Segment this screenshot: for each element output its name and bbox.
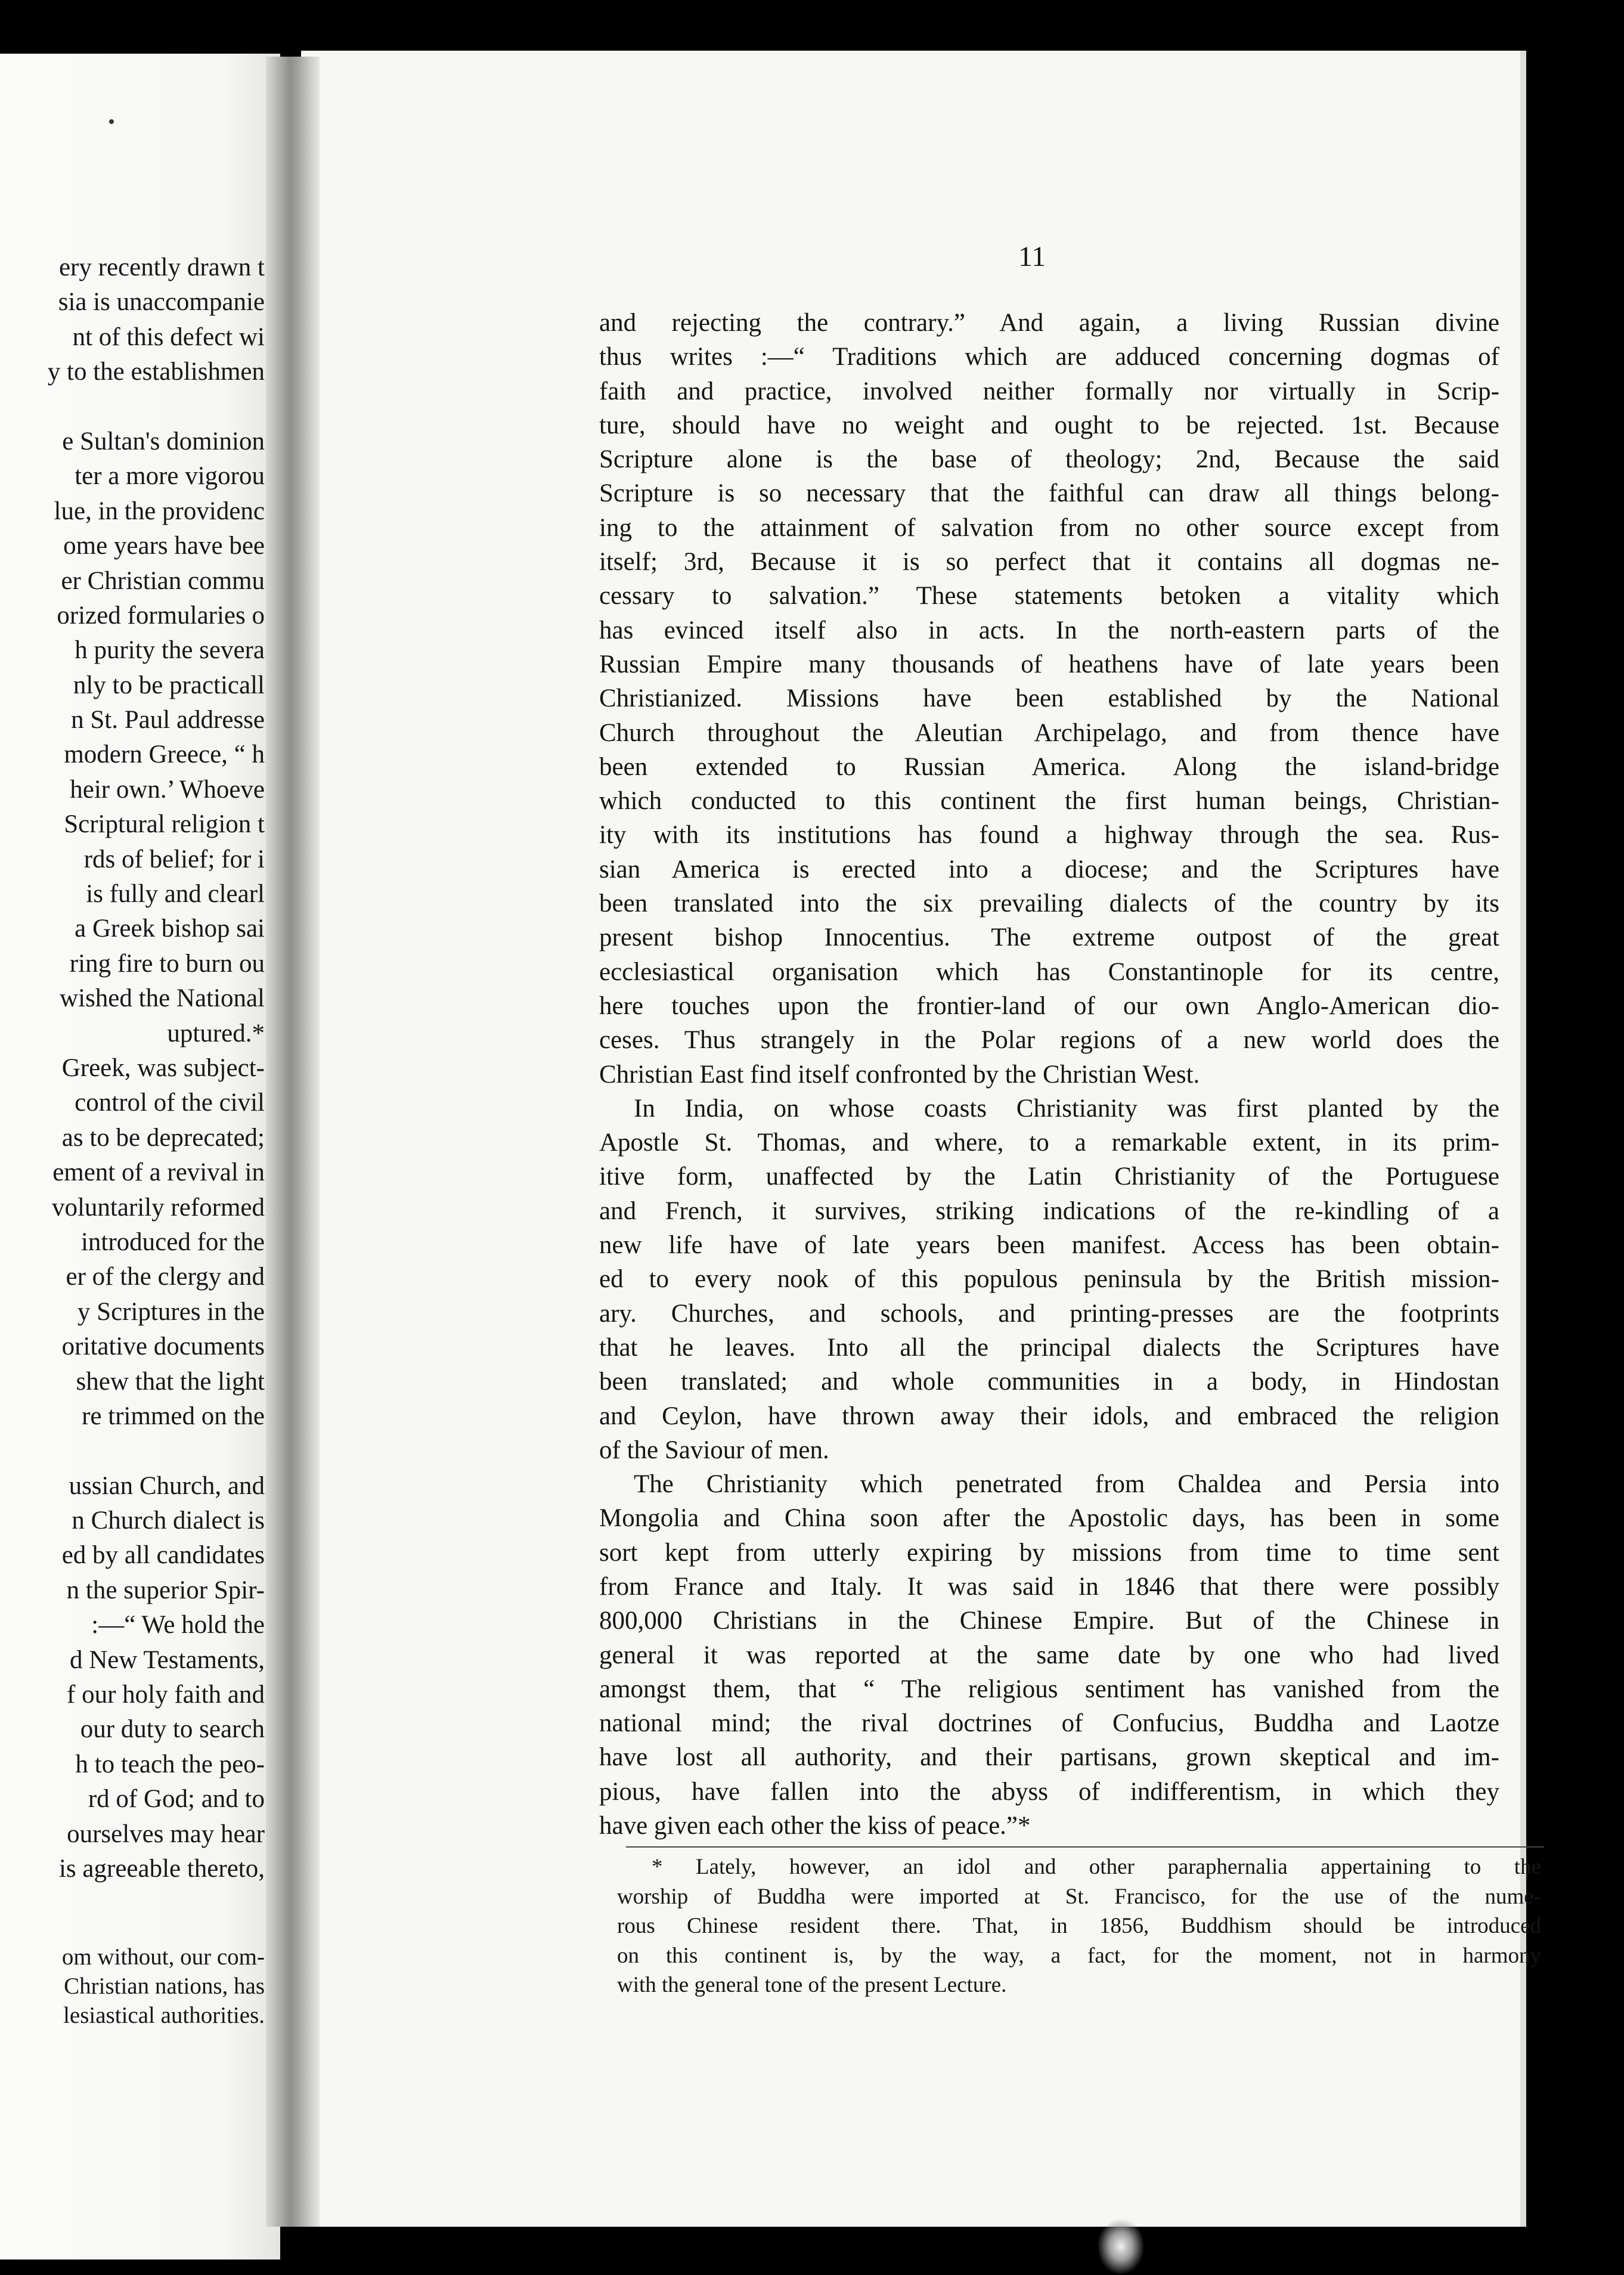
text-line: and rejecting the contrary.” And again, a living Russian divine bbox=[599, 309, 1499, 337]
text-line: here touches upon the frontier-land of our own Anglo-American dio- bbox=[599, 991, 1499, 1020]
previous-page-text bbox=[0, 250, 265, 1886]
text-line: Christian East find itself confronted by the Christian West. bbox=[599, 1060, 1200, 1089]
text-line: is agreeable thereto, bbox=[58, 1854, 265, 1883]
text-line: Mongolia and China soon after the Apostolic days, has been in some bbox=[599, 1504, 1499, 1533]
text-line: n St. Paul addresse bbox=[71, 706, 265, 734]
text-line: of the Saviour of men. bbox=[599, 1436, 829, 1464]
text-line bbox=[0, 1434, 265, 1468]
footnote-line: rous Chinese resident there. That, in 1856, Buddhism should be introduced bbox=[617, 1914, 1541, 1938]
text-line: itive form, unaffected by the Latin Christianity of the Portuguese bbox=[599, 1163, 1499, 1191]
text-line: general it was reported at the same date by one who had lived bbox=[599, 1641, 1499, 1669]
footnote-line: on this continent is, by the way, a fact, for the moment, not in harmony bbox=[617, 1943, 1541, 1968]
text-line: n the superior Spir- bbox=[66, 1576, 265, 1604]
text-line: Scripture is so necessary that the faithful can draw all things belong- bbox=[599, 479, 1499, 508]
footnote-line: lesiastical authorities. bbox=[63, 2003, 265, 2028]
text-line: which conducted to this continent the first human beings, Christian- bbox=[599, 787, 1499, 816]
text-line: thus writes :—“ Traditions which are adduced concerning dogmas of bbox=[599, 343, 1499, 371]
text-line: ed to every nook of this populous peninsula by the British mission- bbox=[599, 1265, 1499, 1294]
ink-speck bbox=[109, 119, 114, 124]
body-text bbox=[599, 306, 1499, 1843]
text-line: has evinced itself also in acts. In the north-eastern parts of the bbox=[599, 616, 1499, 644]
previous-page-footnote bbox=[0, 1942, 265, 2030]
text-line: Church throughout the Aleutian Archipelago, and from thence have bbox=[599, 718, 1499, 747]
text-line: y to the establishmen bbox=[47, 358, 265, 386]
text-line: ary. Churches, and schools, and printing-presses are the footprints bbox=[599, 1299, 1499, 1328]
text-line: a Greek bishop sai bbox=[75, 915, 265, 943]
text-line: pious, have fallen into the abyss of indifferentism, in which they bbox=[599, 1777, 1499, 1806]
text-line: e Sultan's dominion bbox=[62, 427, 265, 455]
text-line: y Scriptures in the bbox=[77, 1297, 265, 1326]
text-line bbox=[0, 390, 265, 424]
text-line: wished the National bbox=[60, 984, 265, 1013]
text-line: rd of God; and to bbox=[88, 1785, 265, 1814]
text-line: our duty to search bbox=[80, 1715, 265, 1744]
footnote-line: Christian nations, has bbox=[64, 1973, 265, 1999]
text-line: ussian Church, and bbox=[69, 1471, 265, 1500]
text-line: 800,000 Christians in the Chinese Empire. But of the Chinese in bbox=[599, 1607, 1499, 1635]
text-line: f our holy faith and bbox=[67, 1681, 265, 1709]
text-line: ing to the attainment of salvation from no other source except from bbox=[599, 513, 1499, 542]
text-line: sia is unaccompanie bbox=[58, 288, 265, 317]
text-line: cessary to salvation.” These statements betoken a vitality which bbox=[599, 582, 1499, 610]
text-line: n Church dialect is bbox=[72, 1507, 265, 1535]
text-line: ourselves may hear bbox=[67, 1820, 265, 1848]
footnote bbox=[617, 1852, 1541, 2000]
text-line: heir own.’ Whoeve bbox=[70, 775, 265, 804]
text-line: sian America is erected into a diocese; and the Scriptures have bbox=[599, 855, 1499, 884]
text-line: and French, it survives, striking indications of the re-kindling of a bbox=[599, 1197, 1499, 1225]
text-line: is fully and clearl bbox=[86, 880, 265, 909]
footnote-line: * Lately, however, an idol and other paraphernalia appertaining to the bbox=[652, 1855, 1541, 1879]
text-line: In India, on whose coasts Christianity was first planted by the bbox=[634, 1094, 1499, 1123]
text-line: :—“ We hold the bbox=[91, 1611, 265, 1639]
text-line: er Christian commu bbox=[61, 566, 265, 595]
text-line: Scriptural religion t bbox=[64, 810, 265, 839]
page-number: 11 bbox=[1018, 241, 1046, 272]
footnote-line: worship of Buddha were imported at St. Francisco, for the use of the nume- bbox=[617, 1884, 1541, 1909]
text-line: ery recently drawn t bbox=[58, 253, 265, 281]
text-line: have lost all authority, and their partisans, grown skeptical and im- bbox=[599, 1743, 1499, 1772]
text-line: h purity the severa bbox=[75, 636, 265, 665]
text-line: been translated; and whole communities in a body, in Hindostan bbox=[599, 1368, 1499, 1396]
text-line: re trimmed on the bbox=[82, 1402, 265, 1430]
text-line: er of the clergy and bbox=[66, 1263, 265, 1291]
scan-glare bbox=[1097, 2218, 1145, 2275]
text-line: ring fire to burn ou bbox=[69, 949, 265, 978]
book-gutter bbox=[266, 57, 320, 2227]
footnote-divider bbox=[626, 1846, 1544, 1848]
text-line: ement of a revival in bbox=[52, 1158, 265, 1187]
text-line: present bishop Innocentius. The extreme outpost of the great bbox=[599, 923, 1499, 952]
text-line: nly to be practicall bbox=[73, 671, 265, 699]
text-line: ecclesiastical organisation which has Constantinople for its centre, bbox=[599, 957, 1499, 986]
text-line: The Christianity which penetrated from Chaldea and Persia into bbox=[634, 1470, 1499, 1499]
text-line: shew that the light bbox=[76, 1367, 265, 1396]
text-line: ome years have bee bbox=[63, 532, 265, 560]
text-line: ed by all candidates bbox=[61, 1541, 265, 1570]
text-line: ceses. Thus strangely in the Polar regions of a new world does the bbox=[599, 1026, 1499, 1055]
text-line: and Ceylon, have thrown away their idols, and embraced the religion bbox=[599, 1402, 1499, 1430]
footnote-line: om without, our com- bbox=[61, 1944, 265, 1970]
text-line: d New Testaments, bbox=[70, 1645, 265, 1674]
text-line: modern Greece, “ h bbox=[64, 740, 265, 769]
text-line: Greek, was subject- bbox=[61, 1053, 265, 1082]
text-line: ter a more vigorou bbox=[75, 462, 265, 491]
text-line: from France and Italy. It was said in 1846 that there were possibly bbox=[599, 1572, 1499, 1601]
text-line: faith and practice, involved neither formally nor virtually in Scrip- bbox=[599, 377, 1499, 405]
text-line: Christianized. Missions have been established by the National bbox=[599, 684, 1499, 713]
current-page bbox=[301, 51, 1541, 2227]
text-line: national mind; the rival doctrines of Confucius, Buddha and Laotze bbox=[599, 1709, 1499, 1738]
text-line: rds of belief; for i bbox=[83, 845, 265, 873]
text-line: have given each other the kiss of peace.”* bbox=[599, 1812, 1031, 1840]
previous-page bbox=[0, 54, 280, 2259]
text-line: control of the civil bbox=[75, 1089, 265, 1117]
text-line: oritative documents bbox=[61, 1332, 265, 1361]
footnote-line: with the general tone of the present Lecture. bbox=[617, 1973, 1007, 1997]
text-line: uptured.* bbox=[167, 1019, 265, 1047]
text-line: new life have of late years been manifest. Access has been obtain- bbox=[599, 1231, 1499, 1260]
text-line: been translated into the six prevailing dialects of the country by its bbox=[599, 889, 1499, 918]
text-line: as to be deprecated; bbox=[61, 1123, 265, 1152]
text-line: nt of this defect wi bbox=[72, 323, 265, 351]
text-line: h to teach the peo- bbox=[75, 1750, 265, 1778]
text-line: ture, should have no weight and ought to be rejected. 1st. Because bbox=[599, 411, 1499, 439]
text-line: Apostle St. Thomas, and where, to a remarkable extent, in its prim- bbox=[599, 1129, 1499, 1157]
text-line: Russian Empire many thousands of heathens have of late years been bbox=[599, 650, 1499, 678]
text-line: been extended to Russian America. Along the island-bridge bbox=[599, 752, 1499, 781]
text-line: sort kept from utterly expiring by missions from time to time sent bbox=[599, 1538, 1499, 1567]
text-line: amongst them, that “ The religious sentiment has vanished from the bbox=[599, 1675, 1499, 1703]
text-line: introduced for the bbox=[80, 1228, 265, 1256]
text-line: Scripture alone is the base of theology; 2nd, Because the said bbox=[599, 445, 1499, 474]
text-line: voluntarily reformed bbox=[51, 1193, 265, 1222]
text-line: that he leaves. Into all the principal dialects the Scriptures have bbox=[599, 1333, 1499, 1362]
text-line: itself; 3rd, Because it is so perfect that it contains all dogmas ne- bbox=[599, 548, 1499, 577]
text-line: orized formularies o bbox=[57, 601, 265, 630]
text-line: ity with its institutions has found a highway through the sea. Rus- bbox=[599, 821, 1499, 850]
text-line: lue, in the providenc bbox=[54, 497, 265, 525]
